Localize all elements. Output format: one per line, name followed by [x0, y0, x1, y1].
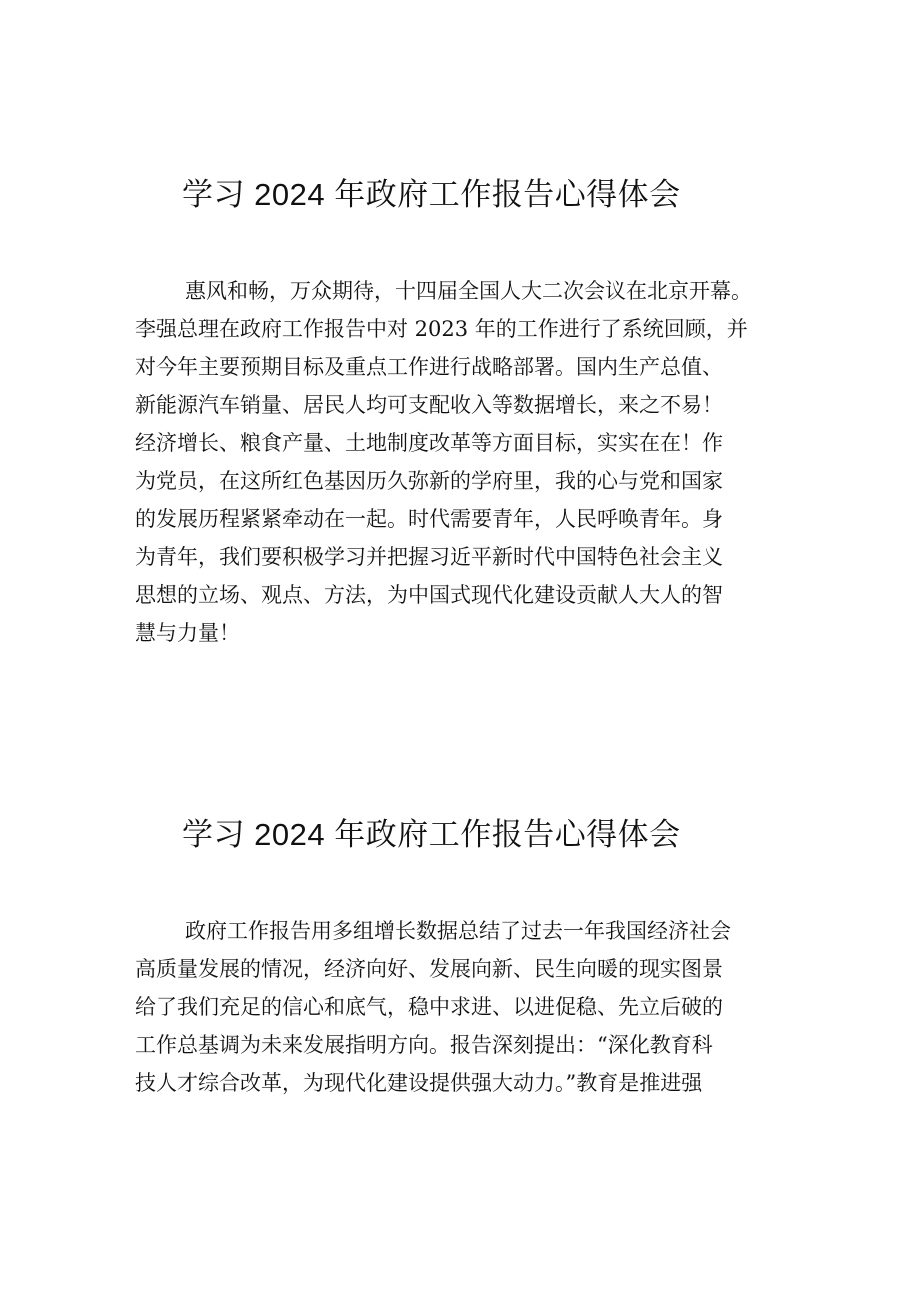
section-paragraph — [135, 912, 795, 1102]
section-paragraph — [135, 272, 795, 652]
paragraph-line: 技人才综合改革，为现代化建设提供强大动力。”教育是推进强 — [135, 1071, 703, 1095]
paragraph-line: 思想的立场、观点、方法，为中国式现代化建设贡献人大人的智 — [135, 583, 723, 607]
paragraph-line: 慧与力量！ — [135, 621, 240, 645]
paragraph-line: 对今年主要预期目标及重点工作进行战略部署。国内生产总值、 — [135, 355, 723, 379]
paragraph-line: 经济增长、粮食产量、土地制度改革等方面目标，实实在在！作 — [135, 431, 723, 455]
paragraph-line: 政府工作报告用多组增长数据总结了过去一年我国经济社会 — [185, 919, 731, 943]
paragraph-line: 给了我们充足的信心和底气，稳中求进、以进促稳、先立后破的 — [135, 995, 723, 1019]
paragraph-line: 惠风和畅，万众期待，十四届全国人大二次会议在北京开幕。 — [185, 279, 752, 303]
paragraph-line: 高质量发展的情况，经济向好、发展向新、民生向暖的现实图景 — [135, 957, 723, 981]
paragraph-line: 为青年，我们要积极学习并把握习近平新时代中国特色社会主义 — [135, 545, 723, 569]
paragraph-line: 为党员，在这所红色基因历久弥新的学府里，我的心与党和国家 — [135, 469, 723, 493]
paragraph-line: 新能源汽车销量、居民人均可支配收入等数据增长，来之不易！ — [135, 393, 723, 417]
paragraph-line: 工作总基调为未来发展指明方向。报告深刻提出：“深化教育科 — [135, 1033, 713, 1057]
section-title: 学习 2024 年政府工作报告心得体会 — [182, 817, 681, 852]
paragraph-line: 李强总理在政府工作报告中对 2023 年的工作进行了系统回顾，并 — [135, 317, 748, 341]
section-title: 学习 2024 年政府工作报告心得体会 — [182, 177, 681, 212]
paragraph-line: 的发展历程紧紧牵动在一起。时代需要青年，人民呼唤青年。身 — [135, 507, 723, 531]
